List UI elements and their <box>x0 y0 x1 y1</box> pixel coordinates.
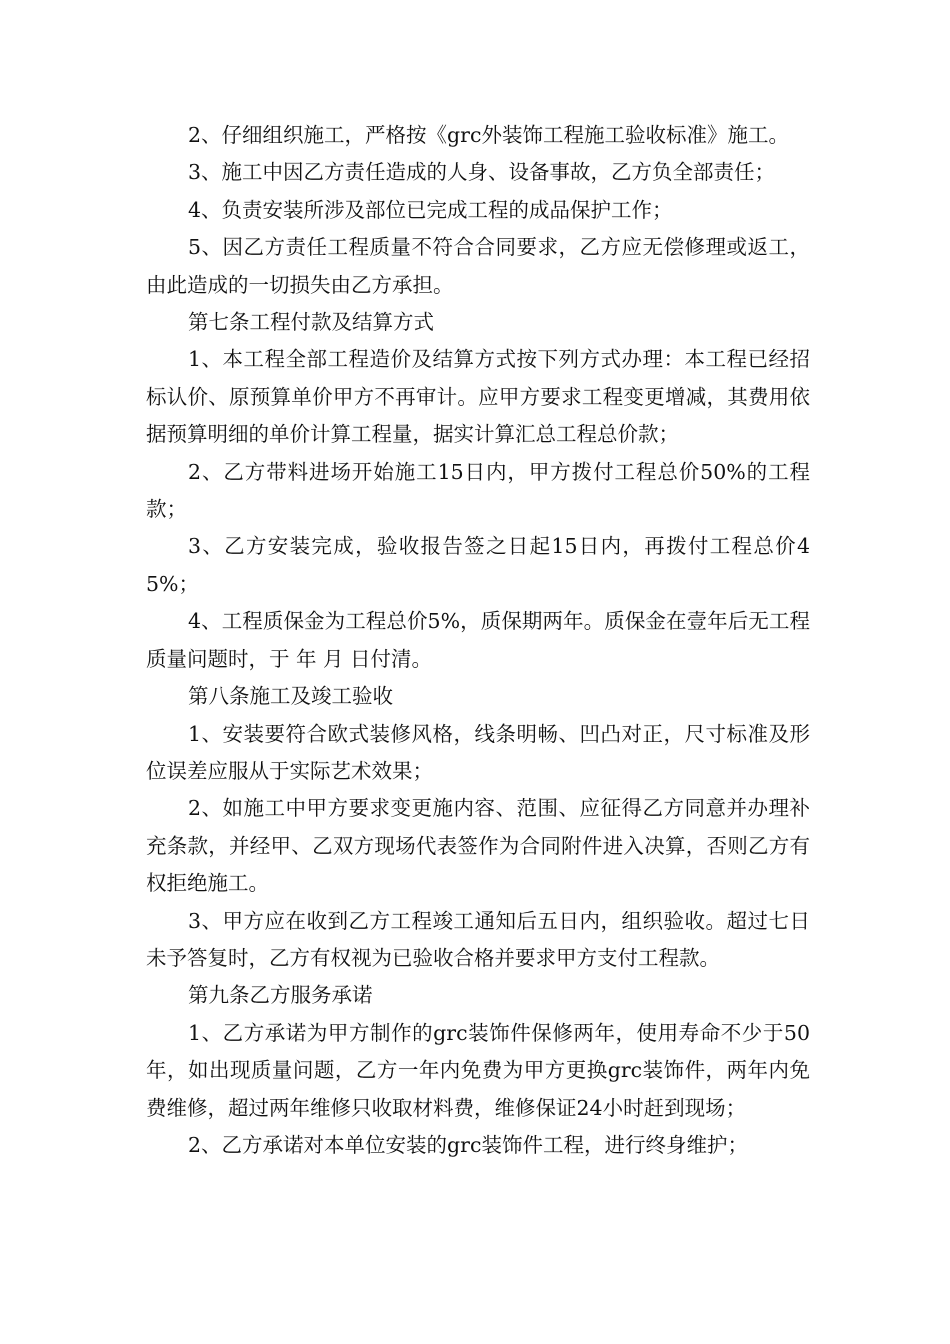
paragraph-clause-7-item-3: 3、乙方安装完成，验收报告签之日起15日内，再拨付工程总价45%； <box>146 534 810 596</box>
paragraph-clause-6-item-3: 3、施工中因乙方责任造成的人身、设备事故，乙方负全部责任； <box>188 160 776 185</box>
paragraph-clause-8-item-2: 2、如施工中甲方要求变更施内容、范围、应征得乙方同意并办理补充条款，并经甲、乙双方现场代表签作为合同附件进入决算，否则乙方有权拒绝施工。 <box>146 796 810 896</box>
paragraph-clause-6-item-4: 4、负责安装所涉及部位已完成工程的成品保护工作； <box>188 197 673 222</box>
paragraph-clause-8-item-1: 1、安装要符合欧式装修风格，线条明畅、凹凸对正，尺寸标准及形位误差应服从于实际艺术效果； <box>146 721 810 783</box>
paragraph-clause-6-item-2: 2、仔细组织施工，严格按《grc外装饰工程施工验收标准》施工。 <box>188 123 789 147</box>
paragraph-clause-8-item-3: 3、甲方应在收到乙方工程竣工通知后五日内，组织验收。超过七日未予答复时，乙方有权视为已验收合格并要求甲方支付工程款。 <box>146 908 810 970</box>
heading-clause-9: 第九条乙方服务承诺 <box>188 983 373 1008</box>
document-body <box>146 117 810 1164</box>
heading-clause-7: 第七条工程付款及结算方式 <box>188 310 434 335</box>
paragraph-clause-9-item-1: 1、乙方承诺为甲方制作的grc装饰件保修两年，使用寿命不少于50年，如出现质量问题，乙方一年内免费为甲方更换grc装饰件，两年内免费维修，超过两年维修只收取材料费，维修保证24小时赶到现场； <box>146 1020 810 1120</box>
paragraph-clause-6-item-5: 5、因乙方责任工程质量不符合合同要求，乙方应无偿修理或返工，由此造成的一切损失由乙方承担。 <box>146 235 810 297</box>
heading-clause-8: 第八条施工及竣工验收 <box>188 684 393 709</box>
paragraph-clause-7-item-2: 2、乙方带料进场开始施工15日内，甲方拨付工程总价50%的工程款； <box>146 459 810 522</box>
paragraph-clause-7-item-1: 1、本工程全部工程造价及结算方式按下列方式办理：本工程已经招标认价、原预算单价甲方不再审计。应甲方要求工程变更增减，其费用依据预算明细的单价计算工程量，据实计算汇总工程总价款； <box>146 347 810 447</box>
paragraph-clause-7-item-4: 4、工程质保金为工程总价5%，质保期两年。质保金在壹年后无工程质量问题时，于 年 月 日付清。 <box>146 609 810 671</box>
paragraph-clause-9-item-2: 2、乙方承诺对本单位安装的grc装饰件工程，进行终身维护； <box>188 1132 748 1157</box>
